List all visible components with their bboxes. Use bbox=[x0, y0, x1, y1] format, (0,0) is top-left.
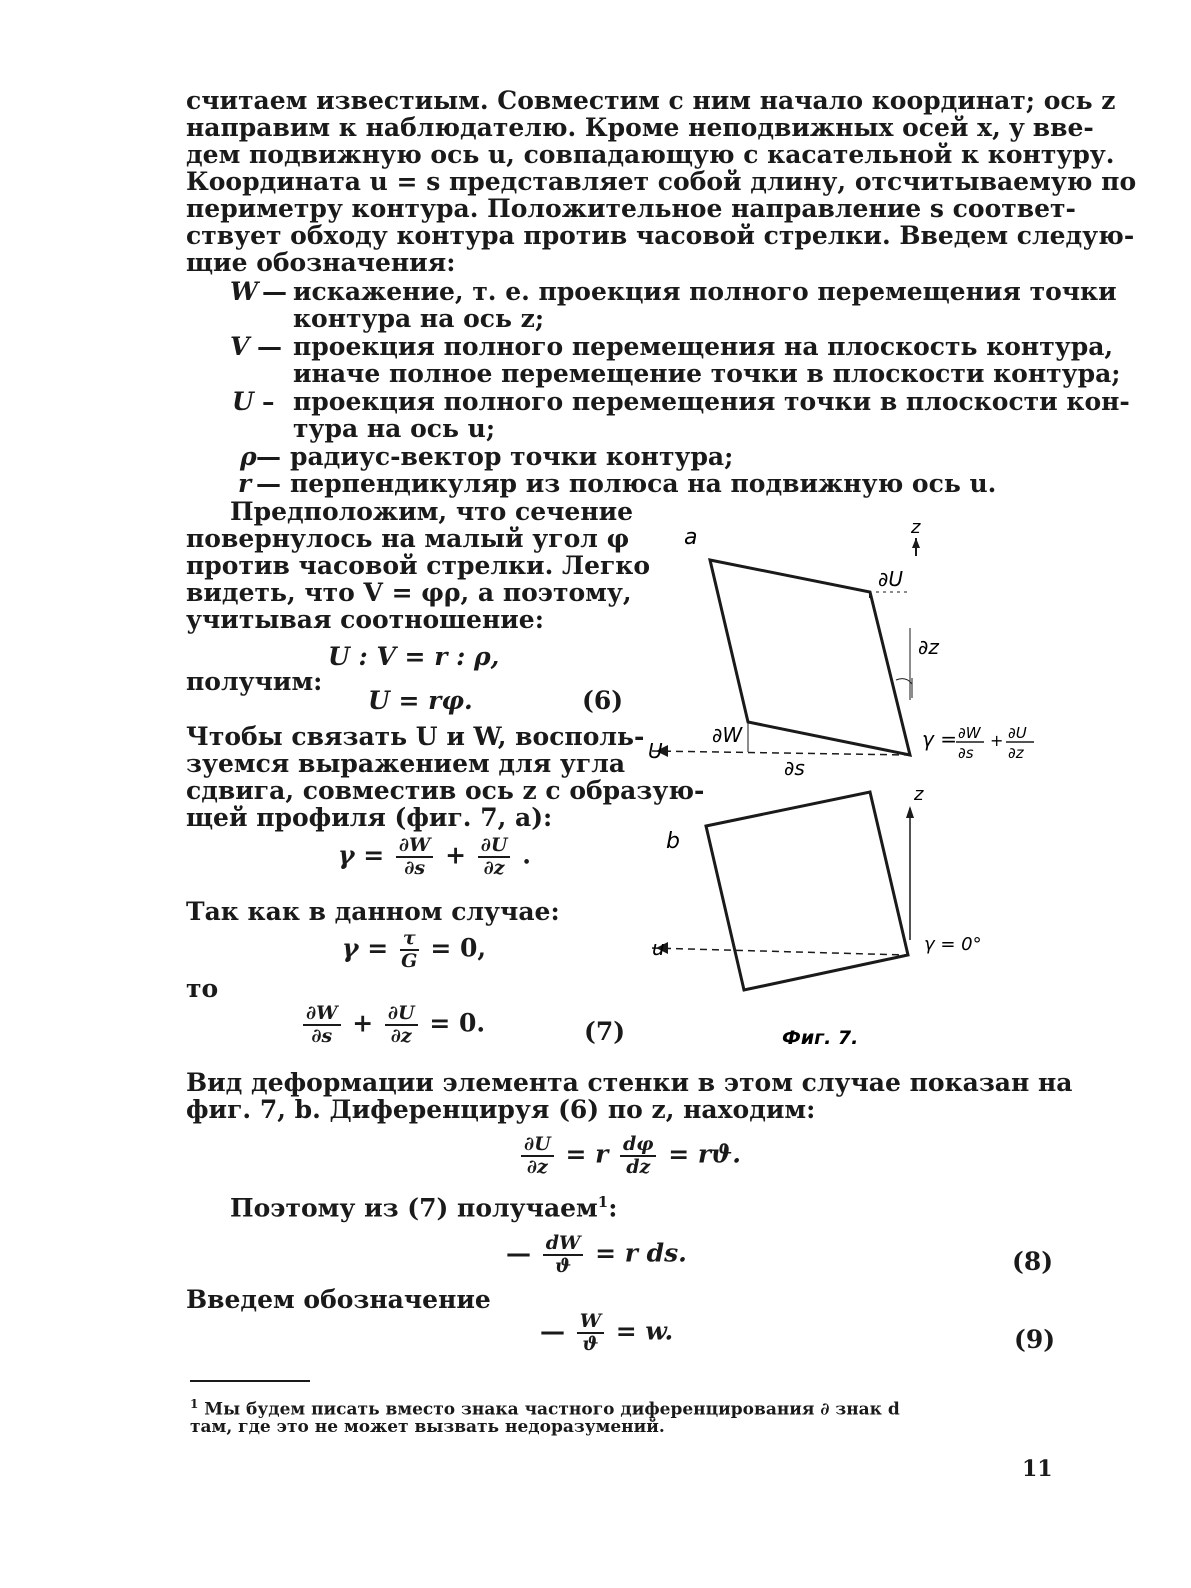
para-line: щей профиля (фиг. 7, a): bbox=[186, 803, 553, 832]
numerator: ∂U bbox=[478, 835, 511, 858]
fraction bbox=[400, 928, 419, 972]
footnote-rule bbox=[190, 1380, 310, 1382]
fig-b-label: b bbox=[666, 829, 680, 854]
fraction bbox=[478, 835, 511, 879]
def-symbol: U bbox=[232, 387, 254, 416]
fig-b-u-label: u bbox=[652, 936, 665, 960]
fig-a-dU-label: ∂U bbox=[878, 567, 903, 591]
def-symbol: W bbox=[230, 277, 259, 306]
fig-a-frac2-num: ∂U bbox=[1008, 724, 1027, 742]
equation-tau bbox=[342, 928, 486, 972]
fig-a-frac1-den: ∂s bbox=[958, 744, 974, 762]
denominator: dz bbox=[626, 1156, 651, 1178]
def-text: перпендикуляр из полюса на подвижную ось u. bbox=[290, 469, 997, 498]
minus-sign: — bbox=[506, 1238, 531, 1268]
numerator: ∂U bbox=[521, 1134, 554, 1157]
eq-rhs: = w. bbox=[615, 1316, 674, 1346]
fraction bbox=[577, 1311, 604, 1355]
equation-7 bbox=[300, 1003, 485, 1047]
numerator: dW bbox=[543, 1233, 584, 1256]
equation-derivative bbox=[518, 1134, 741, 1178]
intro-line: щие обозначения: bbox=[186, 248, 456, 277]
equation-number-9: (9) bbox=[1014, 1325, 1056, 1354]
fig-a-z-arrowhead bbox=[912, 538, 920, 548]
para-line: учитывая соотношение: bbox=[186, 605, 544, 634]
plus-sign: + bbox=[445, 840, 467, 870]
para-line: повернулось на малый угол φ bbox=[186, 524, 630, 553]
fig-a-label: a bbox=[684, 525, 698, 550]
para-line: то bbox=[186, 974, 219, 1003]
intro-line: Координата u = s представляет собой длину, отсчитываемую по bbox=[186, 167, 1137, 196]
fig-a-z-label: z bbox=[911, 517, 921, 538]
def-symbol: V bbox=[230, 332, 250, 361]
page-number: 11 bbox=[1022, 1456, 1053, 1482]
fraction bbox=[620, 1134, 656, 1178]
para-line: Вид деформации элемента стенки в этом случае показан на bbox=[186, 1068, 1073, 1097]
fig-a-ds-label: ∂s bbox=[784, 756, 805, 780]
para-line: против часовой стрелки. Легко bbox=[186, 551, 651, 580]
numerator: dφ bbox=[620, 1134, 656, 1157]
def-text: искажение, т. е. проекция полного перемещения точки bbox=[293, 277, 1117, 306]
para-line: зуемся выражением для угла bbox=[186, 749, 626, 778]
minus-sign: — bbox=[540, 1316, 565, 1346]
def-text: проекция полного перемещения на плоскость контура, bbox=[293, 332, 1114, 361]
fig-b-u-axis bbox=[652, 948, 906, 955]
fraction bbox=[396, 835, 434, 879]
numerator: ∂W bbox=[396, 835, 434, 858]
para-line: Предположим, что сечение bbox=[230, 497, 634, 526]
def-dash: — bbox=[256, 469, 281, 498]
plus-sign: + bbox=[352, 1008, 374, 1038]
def-dash: – bbox=[262, 387, 275, 416]
para-line: Введем обозначение bbox=[186, 1285, 491, 1314]
para-line: видеть, что V = φρ, а поэтому, bbox=[186, 578, 632, 607]
def-dash: — bbox=[256, 442, 281, 471]
eq-end: . bbox=[522, 840, 531, 870]
fig-b-z-arrowhead bbox=[906, 806, 914, 818]
denominator: ∂s bbox=[404, 857, 426, 879]
def-text: проекция полного перемещения точки в плоскости кон- bbox=[293, 387, 1130, 416]
fig-a-plus: + bbox=[990, 731, 1004, 750]
def-dash: — bbox=[262, 277, 287, 306]
footnote-text: Мы будем писать вместо знака частного диференцирования ∂ знак d bbox=[204, 1399, 900, 1420]
footnote-line: там, где это не может вызвать недоразумений. bbox=[190, 1417, 665, 1437]
equation-ratio: U : V = r : ρ, bbox=[328, 642, 500, 671]
equation-number-7: (7) bbox=[584, 1017, 626, 1046]
fig-b-square bbox=[706, 792, 908, 990]
fig-a-u-axis bbox=[652, 751, 910, 755]
equation-9 bbox=[540, 1311, 673, 1355]
denominator: ϑ bbox=[554, 1255, 572, 1277]
eq-mid: = r bbox=[565, 1139, 609, 1169]
fig-a-frac2-den: ∂z bbox=[1008, 744, 1024, 762]
para-line: Так как в данном случае: bbox=[186, 897, 560, 926]
numerator: ∂W bbox=[303, 1003, 341, 1026]
eq-lhs: γ = bbox=[342, 933, 389, 963]
denominator: G bbox=[401, 950, 418, 972]
numerator: ∂U bbox=[385, 1003, 418, 1026]
fig-a-u-label: U bbox=[648, 739, 663, 763]
footnote-ref: 1 bbox=[597, 1193, 609, 1211]
fraction bbox=[543, 1233, 584, 1277]
def-text: тура на ось u; bbox=[293, 414, 496, 443]
fraction bbox=[521, 1134, 554, 1178]
eq-rhs: = r ds. bbox=[595, 1238, 687, 1268]
def-symbol: r bbox=[238, 469, 252, 498]
def-symbol: ρ bbox=[240, 442, 257, 471]
numerator: W bbox=[577, 1311, 604, 1334]
fig-a-dW-label: ∂W bbox=[712, 723, 743, 747]
denominator: ∂z bbox=[390, 1025, 412, 1047]
fraction bbox=[385, 1003, 418, 1047]
eq-rhs: = 0. bbox=[429, 1008, 486, 1038]
intro-line: периметру контура. Положительное направление s соответ- bbox=[186, 194, 1076, 223]
numerator: τ bbox=[400, 928, 419, 951]
equation-number-6: (6) bbox=[582, 686, 624, 715]
para-line bbox=[230, 1189, 617, 1221]
eq-end: = rϑ. bbox=[668, 1139, 741, 1169]
figure-7 bbox=[630, 510, 1060, 1070]
denominator: ∂s bbox=[311, 1025, 333, 1047]
para-text: Поэтому из (7) получаем bbox=[230, 1193, 598, 1223]
fraction bbox=[303, 1003, 341, 1047]
intro-line: считаем известиым. Совместим с ним начало координат; ось z bbox=[186, 86, 1116, 115]
para-line: получим: bbox=[186, 667, 323, 696]
footnote-mark: 1 bbox=[190, 1397, 199, 1411]
fig-a-frac1-num: ∂W bbox=[958, 724, 981, 742]
eq-lhs: γ = bbox=[338, 840, 385, 870]
para-line: фиг. 7, b. Диференцируя (6) по z, находим: bbox=[186, 1095, 816, 1124]
figure-caption: Фиг. 7. bbox=[782, 1027, 859, 1049]
equation-8 bbox=[506, 1233, 687, 1277]
fig-b-z-label: z bbox=[914, 784, 924, 805]
def-text: иначе полное перемещение точки в плоскости контура; bbox=[293, 359, 1121, 388]
para-line: Чтобы связать U и W, восполь- bbox=[186, 722, 645, 751]
para-line: сдвига, совместив ось z с образую- bbox=[186, 776, 705, 805]
equation-gamma bbox=[338, 835, 531, 879]
fig-a-gamma-label: γ = bbox=[922, 727, 957, 751]
def-text: радиус-вектор точки контура; bbox=[290, 442, 734, 471]
intro-line: направим к наблюдателю. Кроме неподвижных осей x, y вве- bbox=[186, 113, 1094, 142]
para-end: : bbox=[608, 1193, 618, 1223]
denominator: ∂z bbox=[526, 1156, 548, 1178]
equation-6: U = rφ. bbox=[368, 686, 473, 715]
equation-number-8: (8) bbox=[1012, 1247, 1054, 1276]
def-text: контура на ось z; bbox=[293, 304, 545, 333]
intro-line: ствует обходу контура против часовой стрелки. Введем следую- bbox=[186, 221, 1135, 250]
fig-a-dz-label: ∂z bbox=[918, 635, 939, 659]
def-dash: — bbox=[257, 332, 282, 361]
denominator: ∂z bbox=[483, 857, 505, 879]
fig-b-gamma-label: γ = 0° bbox=[924, 934, 982, 955]
intro-line: дем подвижную ось u, совпадающую с касательной к контуру. bbox=[186, 140, 1115, 169]
eq-rhs: = 0, bbox=[430, 933, 487, 963]
denominator: ϑ bbox=[582, 1333, 599, 1355]
